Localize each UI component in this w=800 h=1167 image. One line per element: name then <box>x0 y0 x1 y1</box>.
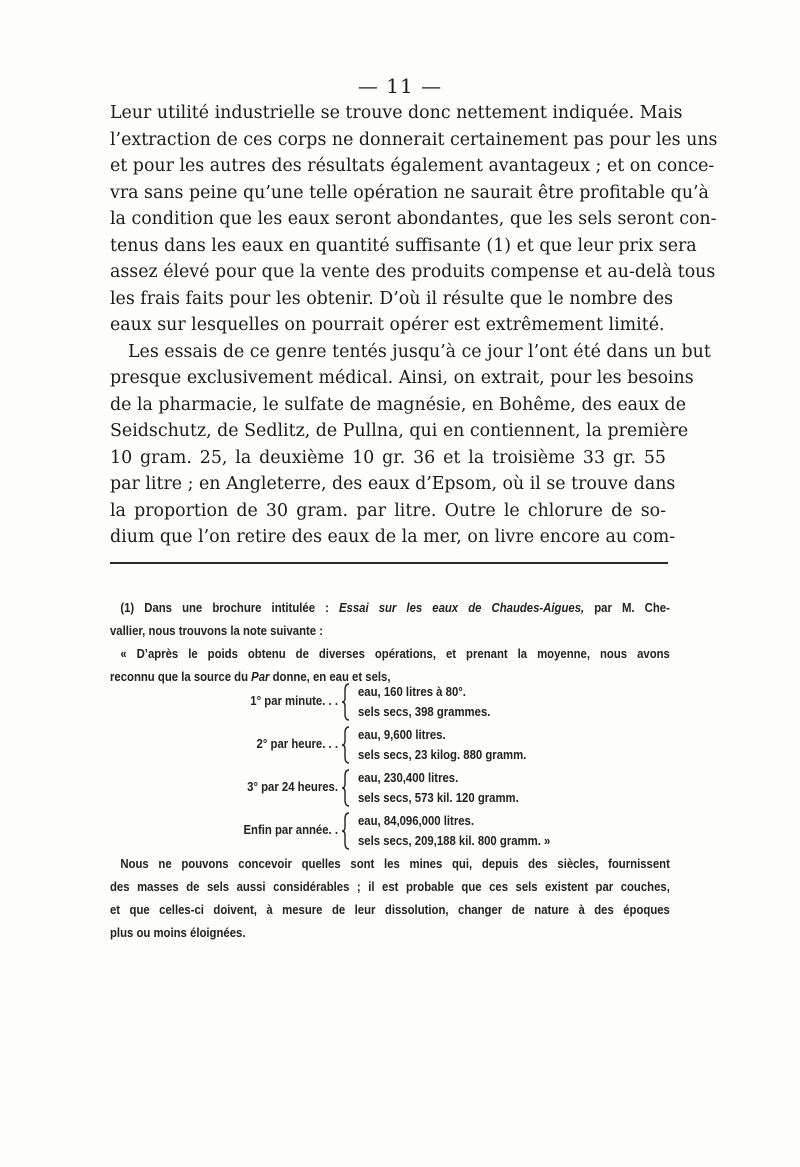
water-value: eau, 160 litres à 80°. <box>358 684 466 699</box>
water-value: eau, 9,600 litres. <box>358 727 446 742</box>
footnote-line: et que celles-ci doivent, à mesure de leur dissolution, changer de nature à des époques <box>110 902 670 917</box>
yield-period-label: 3° par 24 heures. <box>247 779 338 794</box>
text-line: eaux sur lesquelles on pourrait opérer est extrêmement limité. <box>110 315 665 335</box>
yield-values <box>358 811 550 851</box>
footnote-closing-block <box>110 852 670 944</box>
footnote-line: plus ou moins éloignées. <box>110 925 246 940</box>
footnote-text: (1) Dans une brochure intitulée : <box>120 600 329 615</box>
text-line: vra sans peine qu’une telle opération ne saurait être profitable qu’à <box>110 182 709 203</box>
brace-icon <box>342 682 352 722</box>
text-line: 10 gram. 25, la deuxième 10 gr. 36 et la troisième 33 gr. 55 <box>110 447 666 468</box>
footnote-block <box>110 596 670 688</box>
brace-icon <box>342 811 352 851</box>
yield-values <box>358 682 490 722</box>
page-number: — 11 — <box>357 74 443 98</box>
yield-period-label: 1° par minute. . . <box>250 693 338 708</box>
footnote-text: reconnu que la source du <box>110 669 249 684</box>
text-line: tenus dans les eaux en quantité suffisante (1) et que leur prix sera <box>110 235 697 256</box>
footnote-line: « D’après le poids obtenu de diverses opérations, et prenant la moyenne, nous avons <box>120 646 670 661</box>
text-line: la condition que les eaux seront abondantes, que les sels seront con- <box>110 209 717 229</box>
footnote-separator-rule <box>110 562 668 564</box>
yield-period-label: Enfin par année. . <box>243 822 338 837</box>
text-line: de la pharmacie, le sulfate de magnésie, en Bohême, des eaux de <box>110 394 686 415</box>
text-line: par litre ; en Angleterre, des eaux d’Epsom, où il se trouve dans <box>110 474 676 494</box>
yield-period-label: 2° par heure. . . <box>256 736 338 751</box>
salt-value: sels secs, 23 kilog. 880 gramm. <box>358 747 527 762</box>
footnote-text: donne, en eau et sels, <box>272 669 391 684</box>
water-value: eau, 230,400 litres. <box>358 770 459 785</box>
text-line: presque exclusivement médical. Ainsi, on extrait, pour les besoins <box>110 368 694 388</box>
text-line: Les essais de ce genre tentés jusqu’à ce jour l’ont été dans un but <box>128 341 711 362</box>
text-line: Seidschutz, de Sedlitz, de Pullna, qui en contiennent, la première <box>110 421 689 441</box>
footnote-text: par M. Che- <box>594 600 670 615</box>
main-text-block <box>110 100 718 551</box>
footnote-book-title: Essai sur les eaux de Chaudes-Aigues, <box>338 600 585 615</box>
salt-value: sels secs, 398 grammes. <box>358 704 491 719</box>
footnote-line: Nous ne pouvons concevoir quelles sont les mines qui, depuis des siècles, fournissent <box>120 856 670 871</box>
text-line: les frais faits pour les obtenir. D’où il résulte que le nombre des <box>110 288 674 309</box>
footnote-line: des masses de sels aussi considérables ; il est probable que ces sels existent par couches, <box>110 879 670 894</box>
text-line: et pour les autres des résultats également avantageux ; et on conce- <box>110 156 715 176</box>
brace-icon <box>342 725 352 765</box>
salt-value: sels secs, 209,188 kil. 800 gramm. » <box>358 833 551 848</box>
text-line: dium que l’on retire des eaux de la mer, on livre encore au com- <box>110 527 676 547</box>
salt-value: sels secs, 573 kil. 120 gramm. <box>358 790 519 805</box>
footnote-line: vallier, nous trouvons la note suivante : <box>110 623 324 638</box>
text-line: Leur utilité industrielle se trouve donc nettement indiquée. Mais <box>110 103 683 123</box>
yield-values <box>358 768 519 808</box>
yield-values <box>358 725 526 765</box>
text-line: assez élevé pour que la vente des produits compense et au-delà tous <box>110 262 716 282</box>
water-value: eau, 84,096,000 litres. <box>358 813 475 828</box>
text-line: l’extraction de ces corps ne donnerait certainement pas pour les uns <box>110 129 718 150</box>
footnote-line <box>110 596 670 619</box>
footnote-source-name: Par <box>251 669 270 684</box>
text-line: la proportion de 30 gram. par litre. Outre le chlorure de so- <box>110 500 666 521</box>
brace-icon <box>342 768 352 808</box>
